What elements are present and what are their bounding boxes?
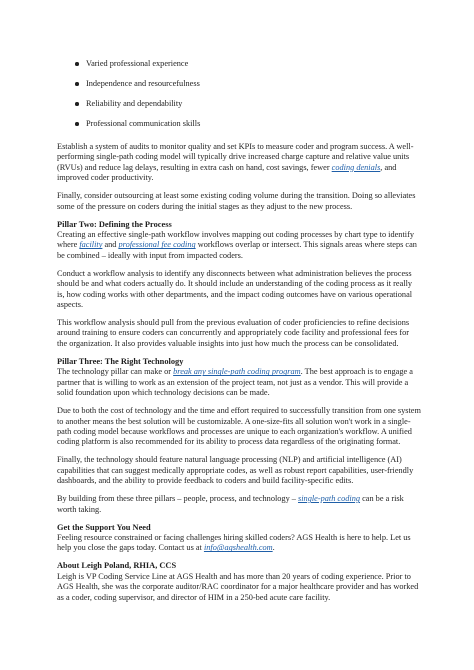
pillar-two-heading: Pillar Two: Defining the Process [57, 219, 172, 229]
single-path-program-link[interactable]: break any single-path coding program [173, 367, 301, 377]
pillar-two-paragraph-1: Creating an effective single-path workflow involves mapping out coding processes by chart type to identify where facility and professional fee coding workflows overlap or intersect. This signals areas where steps can be combined – ideally with input from impacted coders. [57, 230, 417, 260]
bullet-icon [75, 122, 79, 126]
pillar-three-paragraph-2: Due to both the cost of technology and the time and effort required to successfully transition from one system to another means the best solution will be customizable. A one-size-fits all solution won't work in a single-path coding model because workflows and processes are unique to each organization's workflow. A unified coding platform is also recommended for its ability to process data regardless of the originating format. [57, 406, 421, 447]
support-heading: Get the Support You Need [57, 522, 151, 532]
bullet-icon [75, 82, 79, 86]
pillar-three-heading: Pillar Three: The Right Technology [57, 356, 184, 366]
support-paragraph: Feeling resource constrained or facing challenges hiring skilled coders? AGS Health is here to help. Let us help you close the gaps today. Contact us at info@agshealth.com. [57, 532, 411, 553]
list-item: Independence and resourcefulness [57, 79, 421, 99]
page-content [57, 59, 421, 611]
bullet-icon [75, 62, 79, 66]
pillar-three-paragraph-1: The technology pillar can make or break any single-path coding program. The best approach is to engage a partner that is willing to work as an extension of the project team, not just as a vendor. This will provide a solid foundation upon which technology decisions can be made. [57, 367, 413, 398]
list-item: Professional communication skills [57, 119, 421, 139]
list-item: Reliability and dependability [57, 99, 421, 119]
pillar-three-paragraph-3: Finally, the technology should feature natural language processing (NLP) and artificial intelligence (AI) capabilities that can suggest medically appropriate codes, as well as robust report capabilities, user-friendly dashboards, and the ability to provide feedback to coders and build facility-specific edits. [57, 455, 414, 486]
paragraph-outsourcing: Finally, consider outsourcing at least some existing coding volume during the transition. Doing so alleviates some of the pressure on coders during the initial stages as they adjust to the new process. [57, 191, 416, 211]
about-paragraph: Leigh is VP Coding Service Line at AGS Health and has more than 20 years of coding experience. Prior to AGS Health, she was the corporate auditor/RAC coordinator for a major healthcare provider and has worked as a coder, coding supervisor, and director of HIM in a 250-bed acute care facility. [57, 571, 419, 602]
pillar-two-paragraph-2: Conduct a workflow analysis to identify any disconnects between what administration believes the process should be and what coders actually do. It should include an understanding of the coding process as it really is, how coding works with other departments, and the impact coding outcomes have on various operational aspects. [57, 268, 413, 310]
pillar-two-paragraph-3: This workflow analysis should pull from the previous evaluation of coder proficiencies to refine decisions around training to ensure coders can concurrently and appropriately code facility and professional fees for the organization. It also provides valuable insights into just how much the process can be consolidated. [57, 318, 410, 348]
email-link[interactable]: info@agshealth.com [203, 543, 273, 553]
coding-denials-link[interactable]: coding denials [331, 162, 381, 172]
about-heading: About Leigh Poland, RHIA, CCS [57, 561, 177, 571]
qualities-list [57, 59, 421, 139]
bullet-icon [75, 102, 79, 106]
pillar-three-paragraph-4: By building from these three pillars – people, process, and technology – single-path coding can be a risk worth taking. [57, 494, 404, 514]
professional-fee-coding-link[interactable]: professional fee coding [118, 240, 196, 250]
facility-link[interactable]: facility [79, 240, 103, 250]
single-path-coding-link[interactable]: single-path coding [298, 494, 361, 504]
list-item: Varied professional experience [57, 59, 421, 79]
paragraph-audits: Establish a system of audits to monitor quality and set KPIs to measure coder and program success. A well-performing single-path coding model will typically drive increased charge capture and relative value units (RVUs) and reduce lag delays, resulting in extra cash on hand, cost savings, fewer coding denials, and improved coder productivity. [57, 142, 414, 183]
